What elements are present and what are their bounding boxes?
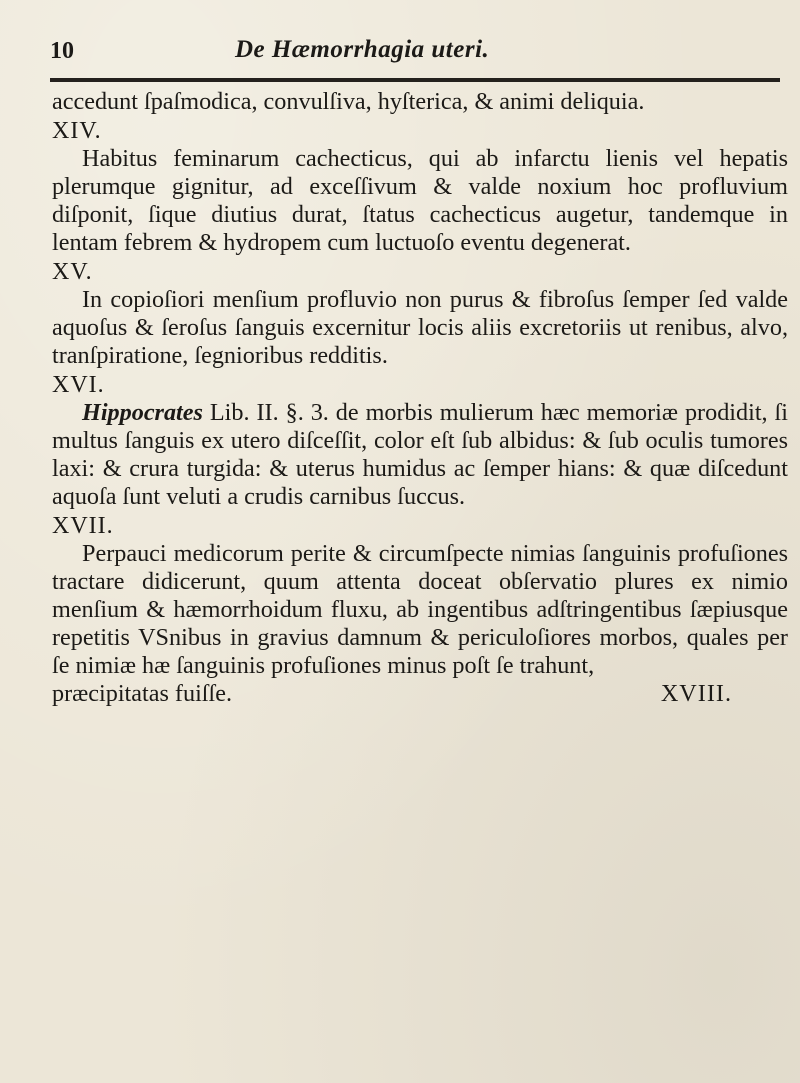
section-number-xvii: XVII. <box>52 513 114 539</box>
section-number-xiv: XIV. <box>52 118 102 144</box>
section-number-xv: XV. <box>52 259 93 285</box>
section-xvii-paragraph: Perpauci medicorum perite & circumſpecte nimias ſanguinis profuſiones tractare didicerunt, quum attenta doceat obſervatio plures ex nimio menſium & hæmorrhoidum fluxu, ab ingentibus adſtringentibus ſæpiusque repetitis VSnibus in gravius damnum & periculoſiores morbos, quales per ſe nimiæ hæ ſanguinis profuſiones minus poſt ſe trahunt, <box>52 540 788 679</box>
hippocrates-name: Hippocrates <box>82 399 203 426</box>
section-xvi-paragraph <box>52 399 788 511</box>
page-number: 10 <box>50 38 74 64</box>
header-rule <box>50 78 780 82</box>
body-text <box>52 88 788 708</box>
catchword: XVIII. <box>660 680 732 707</box>
section-xiv-paragraph: Habitus feminarum cachecticus, qui ab infarctu lienis vel hepatis plerumque gignitur, ad exceſſivum & valde noxium hoc profluvium diſponit, ſique diutius durat, ſtatus cachecticus augetur, tandemque in lentam febrem & hydropem cum luctuoſo eventu degenerat. <box>52 145 788 256</box>
intro-paragraph: accedunt ſpaſmodica, convulſiva, hyſterica, & animi deliquia. <box>52 88 645 115</box>
section-xvii-last-line: præcipitatas fuiſſe. <box>52 680 233 707</box>
section-xv-paragraph: In copioſiori menſium profluvio non purus & fibroſus ſemper ſed valde aquoſus & ſeroſus ſanguis excernitur locis aliis excretoriis ut renibus, alvo, tranſpiratione, ſegnioribus redditis. <box>52 286 788 369</box>
final-line <box>52 680 788 708</box>
section-number-xvi: XVI. <box>52 372 105 398</box>
running-head: De Hæmorrhagia uteri. <box>235 36 490 63</box>
section-xvi-text: Lib. II. §. 3. de morbis mulierum hæc memoriæ prodidit, ſi multus ſanguis ex utero diſceſſit, color eſt ſub albidus: & ſub oculis tumores laxi: & crura turgida: & uterus humidus ac ſemper hians: & quæ diſcedunt aquoſa ſunt veluti a crudis carnibus ſuccus. <box>52 399 788 510</box>
page-header <box>50 30 780 70</box>
